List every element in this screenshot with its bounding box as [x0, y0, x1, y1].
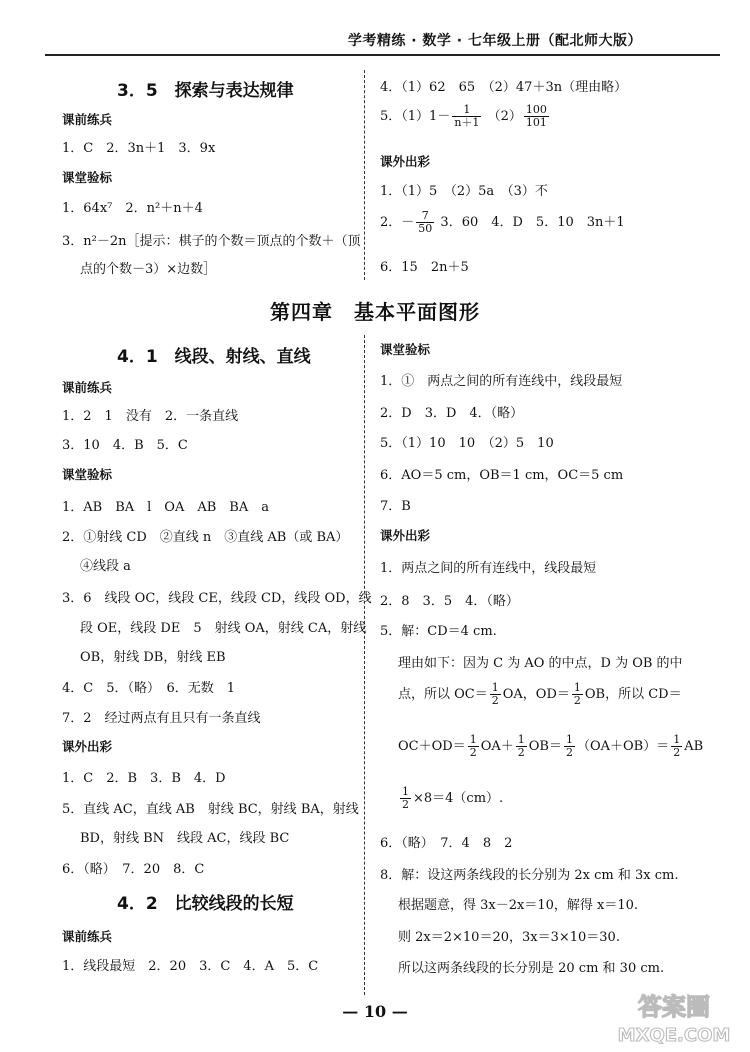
answer-line: 1．两点之间的所有连线中，线段最短 [380, 561, 597, 576]
fraction-numerator: 1 [452, 104, 481, 117]
header-rule [45, 54, 720, 56]
right-bottom-column [380, 336, 725, 986]
answer-line: 所以这两条线段的长分别是 20 cm 和 30 cm. [398, 961, 665, 976]
answer-line: 2．①射线 CD ②直线 n ③直线 AB（或 BA） [62, 530, 349, 545]
answer-text: OA，OD＝ [502, 687, 570, 702]
answer-line: 根据题意，得 3x－2x＝10，解得 x＝10. [398, 898, 639, 913]
answer-line-fraction [380, 210, 625, 235]
answer-text: OC＋OD＝ [398, 739, 466, 754]
label-extra: 课外出彩 [62, 739, 113, 754]
watermark-url: MXQE.COM [617, 1025, 731, 1046]
answer-text: （2） [487, 109, 522, 124]
fraction [524, 104, 549, 129]
fraction-denominator: 50 [418, 222, 433, 235]
answer-text: ×8＝4（cm）. [413, 791, 504, 806]
answer-line: 3．10 4．B 5．C [62, 438, 188, 453]
label-in-class: 课堂验标 [380, 342, 431, 357]
fraction-numerator: 1 [491, 681, 499, 694]
fraction-numerator: 1 [573, 681, 581, 694]
answer-line: 1．（1）5 （2）5a （3）不 [380, 184, 548, 199]
answer-line: 1．64x⁷ 2．n²＋n＋4 [62, 201, 203, 216]
fraction-half [400, 786, 411, 811]
book-title: 学考精练 · 数学 · 七年级上册（配北师大版） [347, 33, 642, 49]
answer-line: 3．6 线段 OC，线段 CE，线段 CD，线段 OD，线 [62, 591, 372, 606]
fraction-numerator: 1 [565, 733, 573, 746]
answer-text: AB [684, 739, 704, 754]
answer-line: 则 2x＝2×10＝20，3x＝3×10＝30. [398, 930, 620, 945]
answer-line: 段 OE，线段 DE 5 射线 OA，射线 CA，射线 [80, 621, 367, 636]
fraction-denominator: 2 [402, 798, 409, 811]
answer-line: 7．B [380, 499, 411, 514]
answer-line: 2．8 3．5 4．（略） [380, 594, 519, 609]
fraction-half [671, 734, 682, 759]
label-pre-class: 课前练兵 [62, 112, 113, 127]
answer-line: ④线段 a [80, 559, 131, 574]
answer-line: OB，射线 DB，射线 EB [80, 650, 226, 665]
answer-line: 6．（略） 7．20 8．C [62, 862, 205, 877]
label-pre-class: 课前练兵 [62, 380, 113, 395]
answer-line: 6．15 2n＋5 [380, 260, 469, 275]
answer-line: 1．C 2．B 3．B 4．D [62, 771, 226, 786]
answer-line: 7．2 经过两点有且只有一条直线 [62, 711, 261, 726]
answer-line: BD，射线 BN 线段 AC，线段 BC [80, 831, 290, 846]
fraction-denominator: 101 [525, 116, 547, 129]
answer-line: 6．（略） 7．4 8 2 [380, 836, 513, 851]
answer-line: 点的个数－3）×边数］ [80, 262, 217, 277]
fraction-half [516, 734, 527, 759]
fraction-numerator: 1 [673, 733, 681, 746]
answer-line-fraction [380, 104, 551, 129]
fraction-denominator: 2 [517, 746, 525, 759]
label-in-class: 课堂验标 [62, 467, 113, 482]
answer-text: 点，所以 OC＝ [398, 687, 488, 702]
answer-text: OB＝ [528, 739, 562, 754]
fraction-half [468, 734, 479, 759]
fraction-denominator: n＋1 [454, 116, 480, 129]
chapter-heading: 第四章 基本平面图形 [270, 300, 480, 324]
section-heading-4-1: 4．1 线段、射线、直线 [117, 347, 311, 367]
column-divider-top [364, 70, 365, 280]
fraction-numerator: 7 [416, 210, 434, 223]
fraction-numerator: 1 [402, 785, 409, 798]
answer-line: 8．解：设这两条线段的长分别为 2x cm 和 3x cm. [380, 868, 679, 883]
answer-line: 6．AO＝5 cm，OB＝1 cm，OC＝5 cm [380, 468, 624, 483]
page-number: — 10 — [342, 1002, 408, 1021]
answer-line: 3．n²－2n［提示：棋子的个数＝顶点的个数＋（顶 [62, 234, 361, 249]
watermark-logo [604, 985, 744, 1049]
fraction-half [490, 682, 501, 707]
left-bottom-column [62, 336, 372, 986]
answer-line: 1．线段最短 2．20 3．C 4．A 5．C [62, 959, 319, 974]
label-extra: 课外出彩 [380, 528, 431, 543]
fraction-half [564, 734, 575, 759]
answer-line: 5．直线 AC，直线 AB 射线 BC，射线 BA，射线 [62, 802, 359, 817]
answer-line: 5．解：CD＝4 cm. [380, 624, 497, 639]
fraction-half [572, 682, 583, 707]
answer-line: 5．（1）10 10 （2）5 10 [380, 436, 554, 451]
answer-line-fraction [398, 734, 703, 759]
answer-text: 2．－ [380, 215, 415, 230]
answer-line: 1．① 两点之间的所有连线中，线段最短 [380, 374, 623, 389]
answer-text: OB，所以 CD＝ [584, 687, 682, 702]
watermark-title: 答案圈 [638, 993, 710, 1021]
answer-line-fraction [398, 786, 503, 811]
answer-text: OA＋ [480, 739, 514, 754]
fraction-denominator: 2 [469, 746, 477, 759]
fraction-numerator: 1 [469, 733, 477, 746]
label-extra: 课外出彩 [380, 154, 431, 169]
page-header [0, 0, 750, 58]
right-top-column [380, 70, 720, 280]
label-pre-class: 课前练兵 [62, 929, 113, 944]
left-top-column [62, 70, 361, 280]
fraction-numerator: 100 [525, 103, 547, 116]
fraction-numerator: 1 [517, 733, 525, 746]
fraction [416, 210, 434, 235]
answer-line: 1．AB BA l OA AB BA a [62, 500, 269, 515]
answer-text: （OA＋OB）＝ [576, 739, 670, 754]
answer-line: 4．（1）62 65 （2）47＋3n（理由略） [380, 80, 628, 95]
fraction-denominator: 2 [565, 746, 573, 759]
answer-line: 理由如下：因为 C 为 AO 的中点，D 为 OB 的中 [398, 656, 683, 671]
fraction-denominator: 2 [491, 694, 499, 707]
column-divider-bottom [364, 335, 365, 995]
fraction-denominator: 2 [673, 746, 681, 759]
section-heading-4-2: 4．2 比较线段的长短 [117, 894, 294, 914]
answer-text: 5．（1）1－ [380, 109, 451, 124]
answer-line: 4．C 5．（略） 6．无数 1 [62, 681, 236, 696]
answer-line: 2．D 3．D 4．（略） [380, 406, 524, 421]
fraction-denominator: 2 [573, 694, 581, 707]
section-heading-3-5: 3．5 探索与表达规律 [117, 81, 294, 101]
answer-line-fraction [398, 682, 682, 707]
label-in-class: 课堂验标 [62, 170, 113, 185]
answer-line: 1．C 2．3n＋1 3．9x [62, 141, 216, 156]
answer-text: 3．60 4．D 5．10 3n＋1 [440, 215, 625, 230]
fraction [452, 104, 481, 129]
answer-line: 1．2 1 没有 2．一条直线 [62, 409, 239, 424]
